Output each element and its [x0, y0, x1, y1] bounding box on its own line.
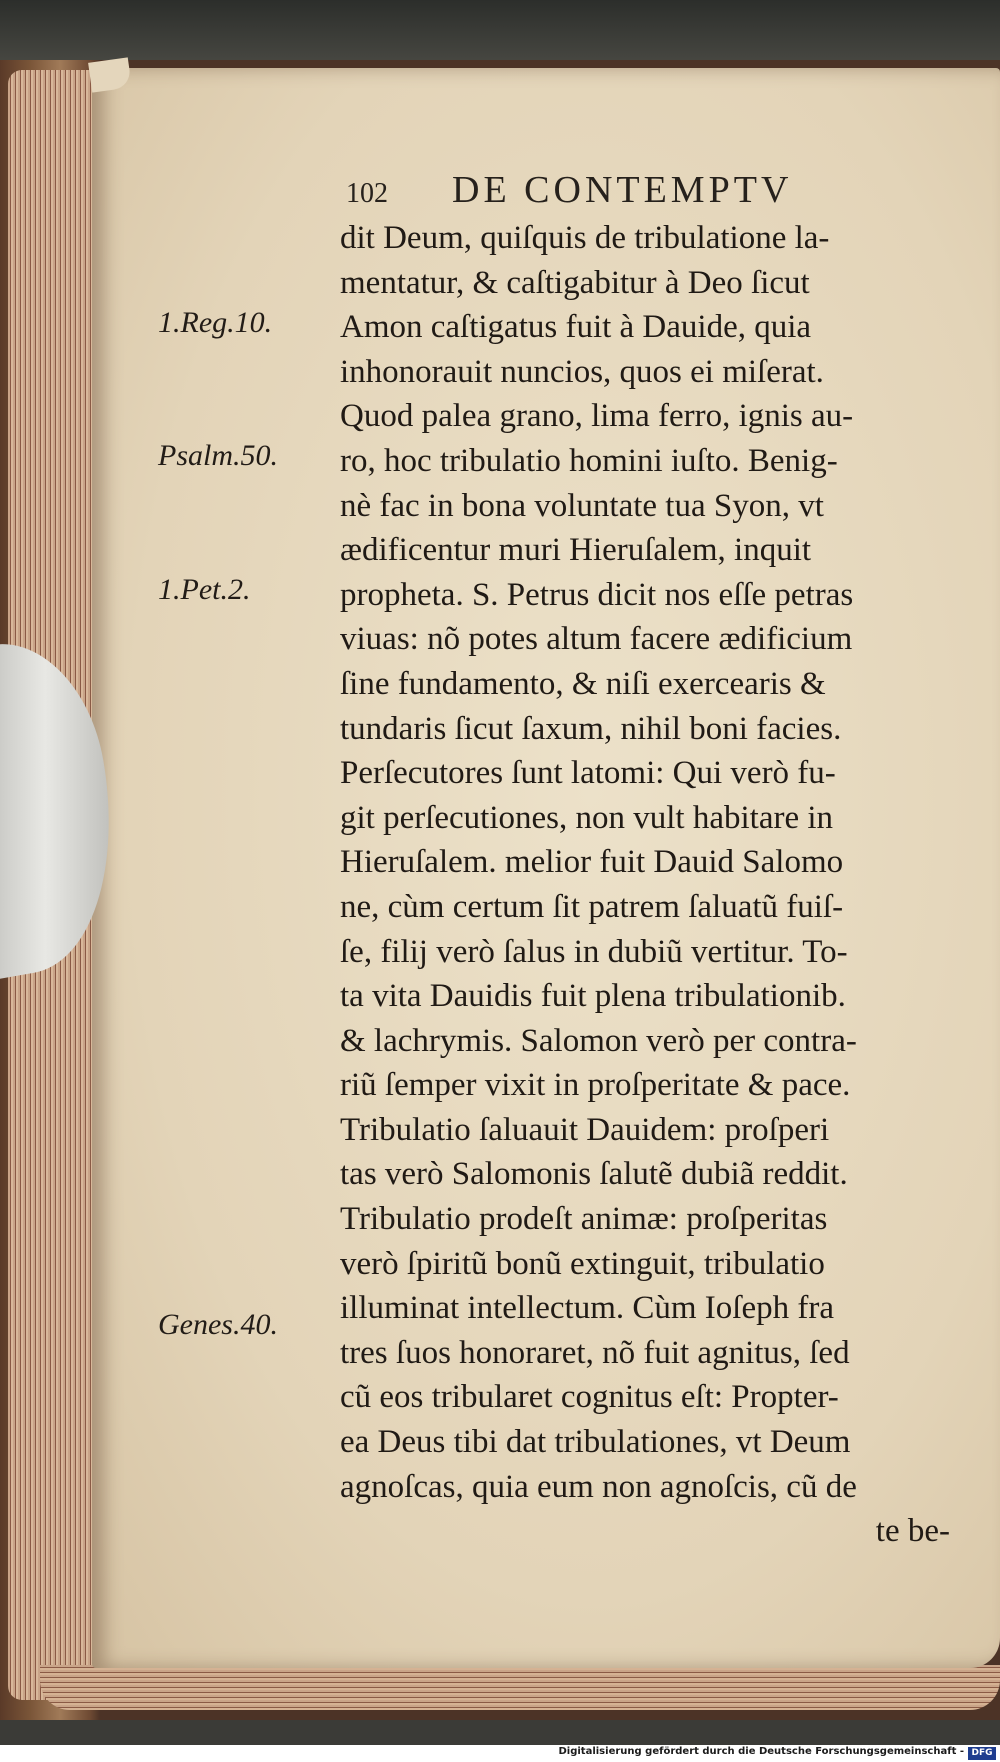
text-line: ædificentur muri Hieruſalem, inquit: [340, 532, 812, 569]
marginal-note: Psalm.50.: [158, 439, 278, 472]
marginal-note: Genes.40.: [158, 1308, 278, 1341]
text-line: & lachrymis. Salomon verò per contra-: [340, 1022, 857, 1059]
text-line: riũ ſemper vixit in proſperitate & pace.: [340, 1067, 851, 1104]
text-line: verò ſpiritũ bonũ extinguit, tribulatio: [340, 1245, 825, 1282]
text-line: tas verò Salomonis ſalutẽ dubiã reddit.: [340, 1156, 848, 1193]
marginal-note: 1.Reg.10.: [158, 306, 273, 339]
text-line: nè fac in bona voluntate tua Syon, vt: [340, 487, 824, 524]
text-line: ſine fundamento, & niſi exercearis &: [340, 665, 826, 702]
text-line: ta vita Dauidis fuit plena tribulationib.: [340, 978, 846, 1015]
text-line: agnoſcas, quia eum non agnoſcis, cũ de: [340, 1468, 857, 1505]
text-line: ea Deus tibi dat tribulationes, vt Deum: [340, 1424, 851, 1461]
text-line: Hieruſalem. melior fuit Dauid Salomo: [340, 844, 844, 881]
dfg-logo: DFG: [968, 1747, 996, 1760]
text-line: Tribulatio ſaluauit Dauidem: proſperi: [340, 1111, 830, 1148]
text-line: Quod palea grano, lima ferro, ignis au-: [340, 398, 854, 435]
text-line: ro, hoc tribulatio homini iuſto. Benig-: [340, 442, 838, 479]
text-line: git perſecutiones, non vult habitare in: [340, 799, 834, 836]
text-line: Tribulatio prodeſt animæ: proſperitas: [340, 1201, 828, 1238]
text-line: Perſecutores ſunt latomi: Qui verò fu-: [340, 755, 836, 792]
running-title: DE CONTEMPTV: [452, 169, 793, 211]
body-text: [340, 216, 980, 1554]
page-number: 102: [346, 178, 388, 209]
text-line: illuminat intellectum. Cùm Ioſeph fra: [340, 1290, 834, 1327]
text-line: mentatur, & caſtigabitur à Deo ſicut: [340, 264, 810, 301]
text-line: viuas: nõ potes altum facere ædificium: [340, 621, 853, 658]
text-line: tundaris ſicut ſaxum, nihil boni facies.: [340, 710, 842, 747]
funding-credit: Digitalisierung gefördert durch die Deutsche Forschungsgemeinschaft -: [558, 1746, 964, 1757]
text-line: tres ſuos honoraret, nõ fuit agnitus, ſed: [340, 1334, 850, 1371]
text-line: ne, cùm certum ſit patrem ſaluatũ fuiſ-: [340, 888, 844, 925]
marginal-note: 1.Pet.2.: [158, 573, 251, 606]
text-line: dit Deum, quiſquis de tribulatione la-: [340, 220, 830, 256]
page-header: [340, 168, 940, 214]
bottom-page-edges: [40, 1665, 1000, 1710]
text-line: cũ eos tribularet cognitus eſt: Propter-: [340, 1379, 839, 1416]
text-line: propheta. S. Petrus dicit nos eſſe petras: [340, 576, 854, 613]
text-line: inhonorauit nuncios, quos ei miſerat.: [340, 353, 824, 390]
text-line: Amon caſtigatus fuit à Dauide, quia: [340, 309, 812, 346]
text-line: ſe, filij verò ſalus in dubiũ vertitur. To-: [340, 933, 848, 970]
catchword: te be-: [875, 1513, 950, 1550]
